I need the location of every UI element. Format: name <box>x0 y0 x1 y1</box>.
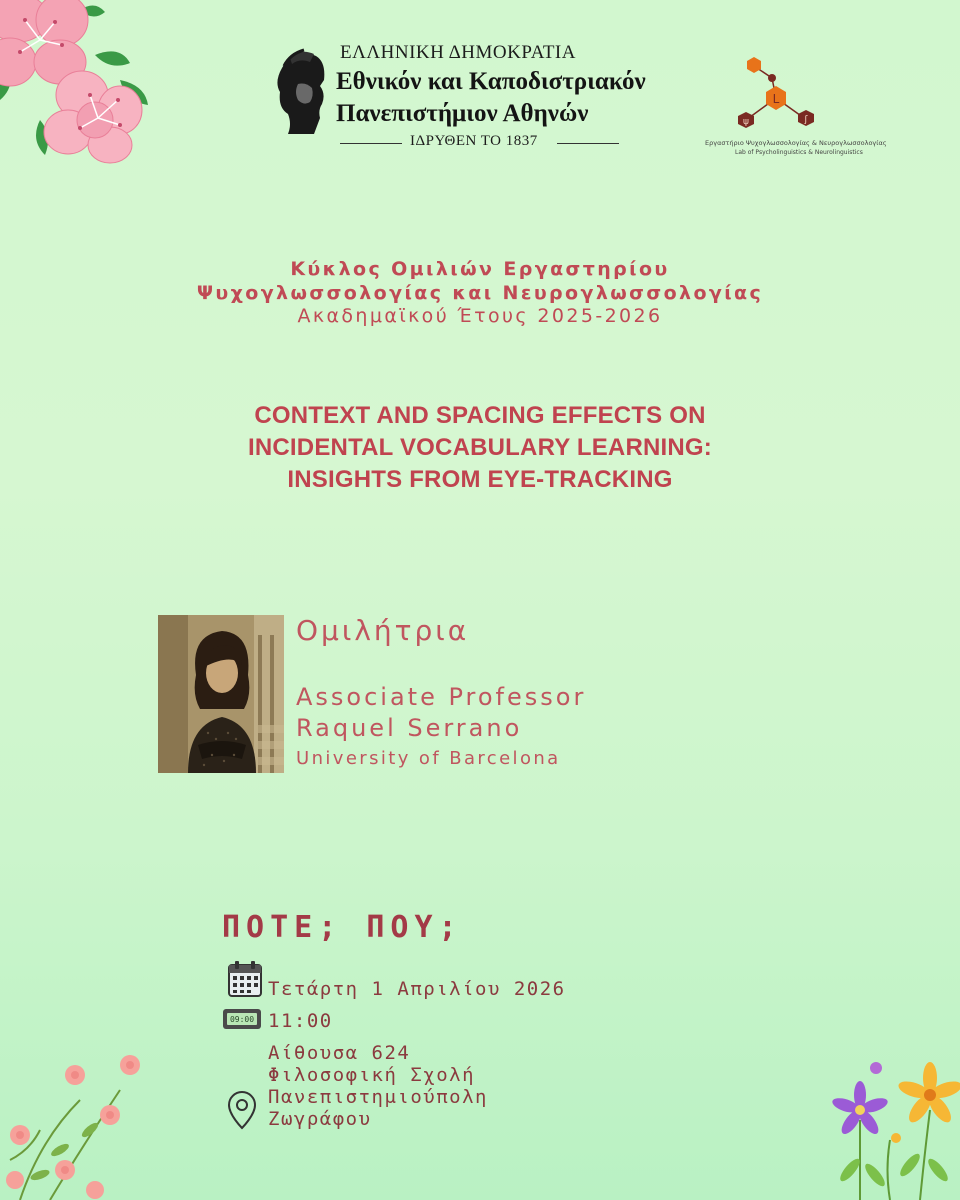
lab-molecule-logo <box>728 52 828 138</box>
svg-text:L: L <box>772 92 780 106</box>
athena-emblem-logo <box>274 48 330 134</box>
university-country: ΕΛΛΗΝΙΚΗ ΔΗΜΟΚΡΑΤΙΑ <box>340 42 576 63</box>
speaker-photo <box>158 615 284 773</box>
talk-title-line1: CONTEXT AND SPACING EFFECTS ON <box>254 402 706 429</box>
flower-decoration-bottom-right <box>820 1050 960 1200</box>
founded-right-rule <box>557 143 619 144</box>
location-school: Φιλοσοφική Σχολή <box>268 1064 476 1086</box>
speaker-position: Associate Professor <box>296 683 587 711</box>
flower-decoration-bottom-left <box>0 1040 170 1200</box>
event-date: Τετάρτη 1 Απριλίου 2026 <box>268 978 566 1000</box>
series-title-line3: Ακαδημαϊκού Έτους 2025-2026 <box>297 305 663 327</box>
event-time: 11:00 <box>268 1010 333 1032</box>
speaker-role: Ομιλήτρια <box>296 614 470 647</box>
calendar-icon <box>227 960 263 998</box>
university-founded: ΙΔΡΥΘΕΝ ΤΟ 1837 <box>410 133 538 149</box>
clock-display-text: 09:00 <box>229 1015 255 1024</box>
svg-text:ʃ: ʃ <box>804 115 808 125</box>
talk-title-line3: INSIGHTS FROM EYE-TRACKING <box>287 466 673 493</box>
university-name-line1: Εθνικόν και Καποδιστριακόν <box>336 68 646 95</box>
lab-caption-greek: Εργαστήριο Ψυχογλωσσολογίας & Νευρογλωσσολογίας <box>705 139 887 147</box>
svg-text:ψ: ψ <box>743 117 749 127</box>
location-campus: Πανεπιστημιούπολη <box>268 1086 488 1108</box>
flower-decoration-top-left <box>0 0 170 170</box>
when-where-heading: ΠΟΤΕ; ΠΟΥ; <box>222 910 463 945</box>
series-title-line2: Ψυχογλωσσολογίας και Νευρογλωσσολογίας <box>196 282 764 304</box>
speaker-name: Raquel Serrano <box>296 714 523 742</box>
location-room: Αίθουσα 624 <box>268 1042 411 1064</box>
talk-title-line2: INCIDENTAL VOCABULARY LEARNING: <box>248 434 712 461</box>
lab-caption-english: Lab of Psycholinguistics & Neurolinguistics <box>735 149 863 156</box>
location-area: Ζωγράφου <box>268 1108 372 1130</box>
series-title-line1: Κύκλος Ομιλιών Εργαστηρίου <box>290 258 670 280</box>
founded-left-rule <box>340 143 402 144</box>
digital-clock-icon <box>222 1008 262 1030</box>
location-pin-icon <box>226 1090 258 1130</box>
speaker-affiliation: University of Barcelona <box>296 748 561 769</box>
university-name-line2: Πανεπιστήμιον Αθηνών <box>336 100 589 127</box>
